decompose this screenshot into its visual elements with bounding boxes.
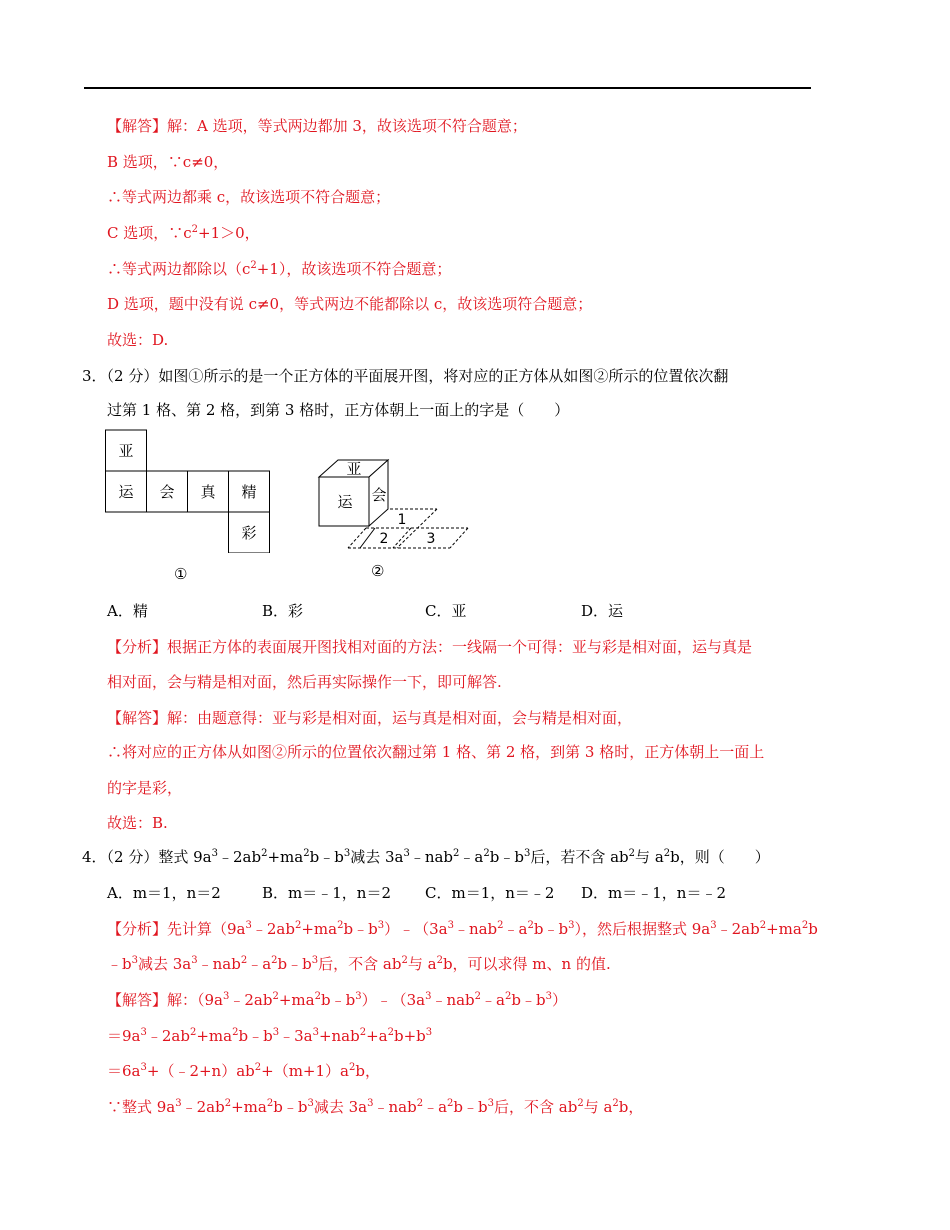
- q4-option-a: A．m＝1，n＝2: [107, 884, 221, 902]
- q3-option-b: B．彩: [262, 602, 304, 620]
- cube-face-side: 会: [371, 486, 387, 504]
- q3-option-a: A．精: [107, 602, 148, 620]
- cube-face-front: 运: [337, 493, 353, 511]
- grid-cell-1: 1: [397, 512, 407, 528]
- q2-solution-line-3: ∴等式两边都乘 c，故该选项不符合题意；: [107, 188, 391, 206]
- q2-solution-line-2: B 选项，∵c≠0，: [107, 153, 229, 171]
- q4-analysis-line-2: $﹣b^3$减去 $3a^3﹣nab^2﹣a^2b﹣b^3$后，不含 $ab^2$与 $a^2b$，可以求得 m、n 的值.: [107, 955, 611, 973]
- q3-option-d: D．运: [581, 602, 624, 620]
- q3-solution-line-2: ∴将对应的正方体从如图②所示的位置依次翻过第 1 格、第 2 格，到第 3 格时，正方体朝上一面上: [107, 743, 765, 761]
- net-face-row-2: 会: [159, 483, 175, 501]
- q4-option-b: B．m＝﹣1，n＝2: [262, 884, 391, 902]
- q4-stem: 4．（2 分）整式 $9a^3﹣2ab^2+ma^2b﹣b^3$减去 $3a^3﹣nab^2﹣a^2b﹣b^3$后，若不含 $ab^2$与 $a^2b$，则（ ）: [82, 848, 770, 866]
- q4-solution-line-4: ∵整式 $9a^3﹣2ab^2+ma^2b﹣b^3$减去 $3a^3﹣nab^2﹣a^2b﹣b^3$后，不含 $ab^2$与 $a^2b$，: [107, 1098, 644, 1116]
- grid-cell-2: 2: [379, 531, 389, 547]
- q4-solution-line-3: $=6a^3+(﹣2+n)ab^2+(m+1)a^2b$，: [107, 1062, 380, 1080]
- net-face-row-1: 运: [118, 483, 134, 501]
- q3-choice: 故选：B.: [107, 814, 168, 832]
- q3-analysis-line-1: 【分析】根据正方体的表面展开图找相对面的方法：一线隔一个可得：亚与彩是相对面，运与真是: [107, 638, 753, 656]
- figure-2-label: ②: [371, 562, 385, 580]
- q4-solution-line-1: 【解答】解：$(9a^3﹣2ab^2+ma^2b﹣b^3)﹣(3a^3﹣nab^2﹣a^2b﹣b^3)$: [107, 991, 567, 1009]
- q2-solution-line-1: 【解答】解：A 选项，等式两边都加 3，故该选项不符合题意；: [107, 117, 527, 135]
- q4-option-d: D．m＝﹣1，n＝﹣2: [581, 884, 726, 902]
- q4-analysis-line-1: 【分析】先计算$(9a^3﹣2ab^2+ma^2b﹣b^3)﹣(3a^3﹣nab^2﹣a^2b﹣b^3)$，然后根据整式 $9a^3﹣2ab^2+ma^2b$: [107, 920, 818, 938]
- q2-solution-line-4: C 选项，$\because c^2+1>0$，: [107, 224, 260, 242]
- q3-stem-line-1: 3．（2 分）如图①所示的是一个正方体的平面展开图，将对应的正方体从如图②所示的位置依次翻: [82, 367, 729, 385]
- q3-solution-line-1: 【解答】解：由题意得：亚与彩是相对面，运与真是相对面，会与精是相对面，: [107, 709, 633, 727]
- net-face-top: 亚: [118, 442, 134, 460]
- grid-cell-3: 3: [426, 531, 436, 547]
- figure-1-label: ①: [174, 565, 188, 583]
- net-face-row-3: 真: [200, 483, 216, 501]
- cube-face-top: 亚: [346, 460, 362, 478]
- net-face-row-4: 精: [241, 483, 257, 501]
- q4-option-c: C．m＝1，n＝﹣2: [425, 884, 555, 902]
- header-rule: [84, 87, 811, 89]
- q4-solution-line-2: $=9a^3﹣2ab^2+ma^2b﹣b^3﹣3a^3+nab^2+a^2b+b^3$: [107, 1027, 433, 1045]
- cube-grid-figure: [300, 452, 475, 554]
- q3-analysis-line-2: 相对面，会与精是相对面，然后再实际操作一下，即可解答.: [107, 673, 502, 691]
- q2-solution-line-6: D 选项，题中没有说 c≠0，等式两边不能都除以 c，故该选项符合题意；: [107, 295, 593, 313]
- q3-option-c: C．亚: [425, 602, 467, 620]
- q2-choice: 故选：D.: [107, 331, 169, 349]
- q2-solution-line-5: ∴等式两边都除以$(c^2+1)$，故该选项不符合题意；: [107, 260, 452, 278]
- q3-stem-line-2: 过第 1 格、第 2 格，到第 3 格时，正方体朝上一面上的字是（ ）: [107, 401, 570, 419]
- cube-net-figure: [104, 428, 274, 553]
- net-face-bottom: 彩: [241, 524, 257, 542]
- q3-solution-line-3: 的字是彩，: [107, 779, 183, 797]
